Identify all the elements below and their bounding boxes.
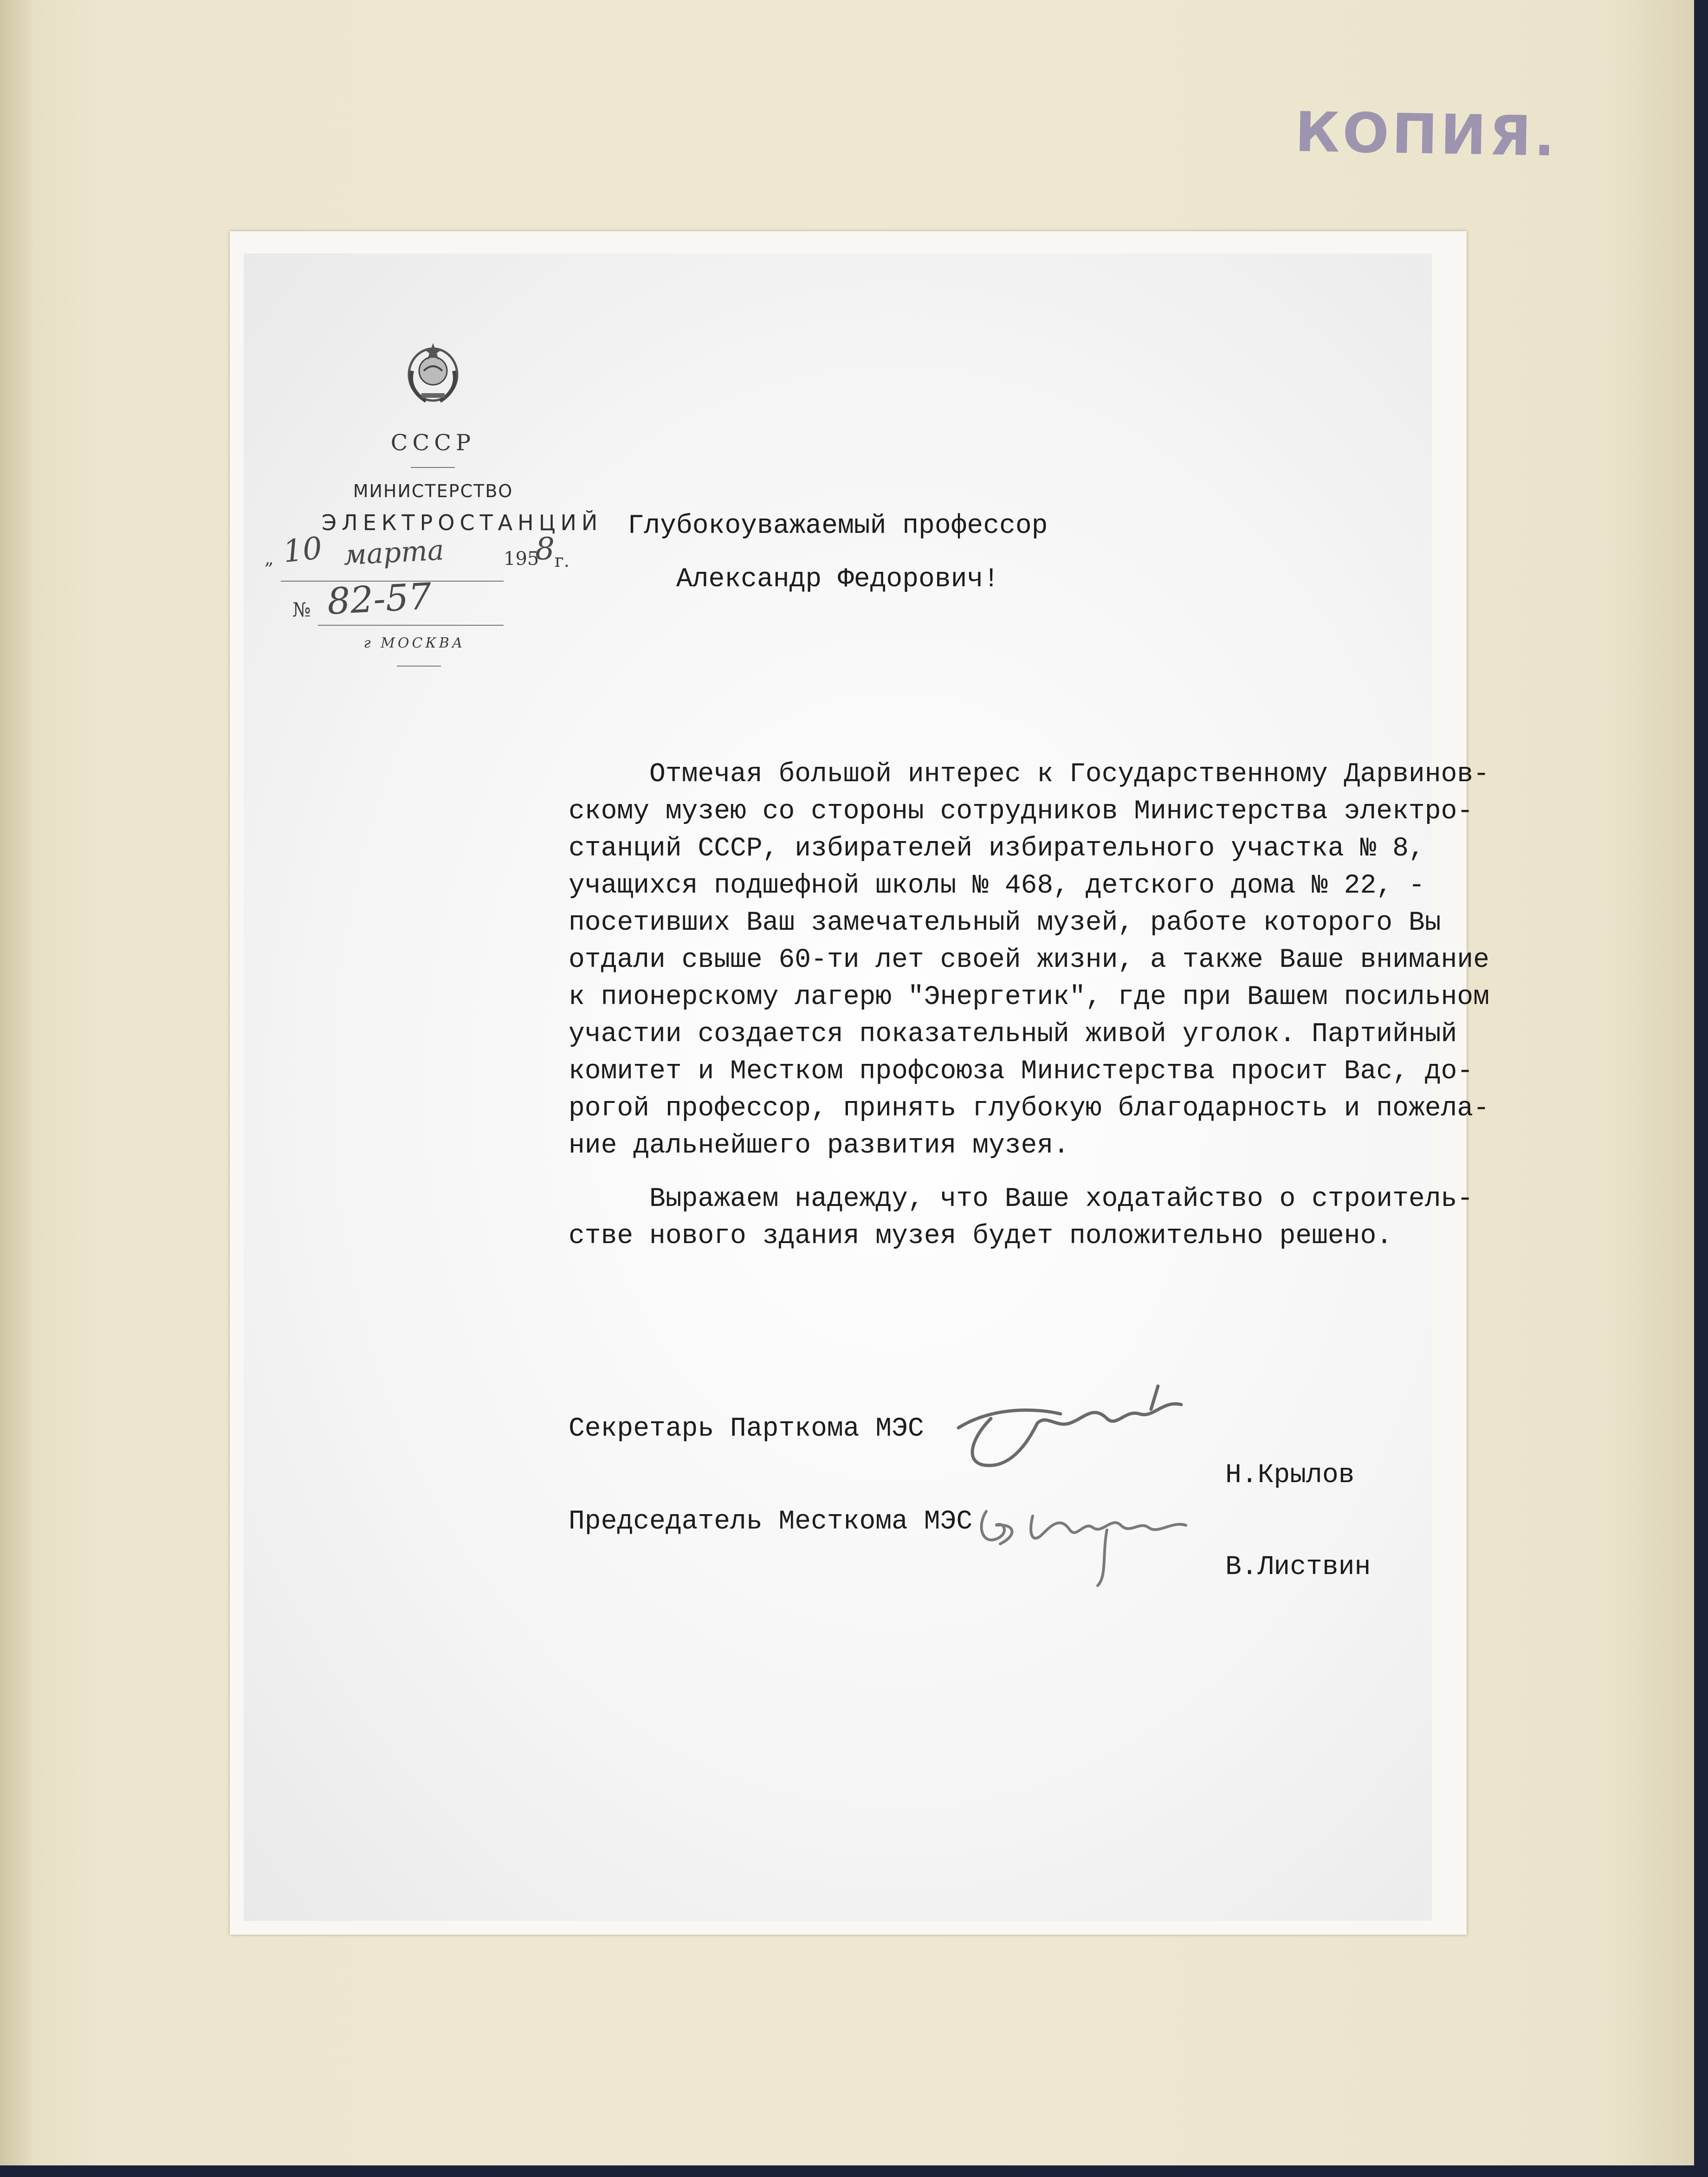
handwritten-date-day: 10 <box>281 530 324 570</box>
letterhead-date-prefix: „ <box>265 548 274 569</box>
letterhead-ministry: МИНИСТЕРСТВО <box>353 481 513 501</box>
folder-bottom-edge <box>0 2165 1708 2177</box>
salutation-line-1: Глубокоуважаемый профессор <box>628 511 1048 541</box>
signatory-name-krylov: Н.Крылов <box>1225 1460 1355 1490</box>
letterhead-country: СССР <box>390 430 476 456</box>
folder-right-edge <box>1694 0 1708 2177</box>
letterhead-year-prefix: 195 <box>504 548 539 570</box>
letterhead-ministry-name: ЭЛЕКТРОСТАНЦИЙ <box>322 510 603 535</box>
handwritten-year-digit: 8 <box>535 531 555 567</box>
letterhead-divider <box>411 467 455 468</box>
letterhead-number-sign: № <box>292 598 311 621</box>
signature-listvin-icon <box>968 1484 1228 1590</box>
body-line: посетивших Ваш замечательный музей, работе которого Вы <box>569 908 1441 938</box>
body-line: стве нового здания музея будет положительно решено. <box>569 1221 1393 1251</box>
signatory-role-chairman: Председатель Месткома МЭС <box>569 1507 973 1537</box>
handwritten-document-number: 82-57 <box>326 576 433 623</box>
number-underline <box>318 625 504 626</box>
body-line: учащихся подшефной школы № 468, детского дома № 22, - <box>569 871 1425 901</box>
body-line: отдали свыше 60-ти лет своей жизни, а также Ваше внимание <box>569 945 1489 975</box>
body-line: скому музею со стороны сотрудников Министерства электро- <box>569 797 1474 827</box>
body-line: Выражаем надежду, что Ваше ходатайство о строитель- <box>569 1184 1474 1214</box>
body-line: станций СССР, избирателей избирательного участка № 8, <box>569 834 1425 864</box>
body-line: ние дальнейшего развития музея. <box>569 1131 1069 1161</box>
letterhead-city: г МОСКВА <box>363 635 466 651</box>
signatory-name-listvin: В.Листвин <box>1225 1552 1371 1582</box>
body-line: Отмечая большой интерес к Государственному Дарвинов- <box>569 759 1489 790</box>
signature-krylov-icon <box>940 1377 1218 1479</box>
body-line: комитет и Местком профсоюза Министерства просит Вас, до- <box>569 1056 1474 1087</box>
handwritten-date-month: марта <box>343 534 445 572</box>
city-underline <box>397 666 441 667</box>
photo-print-frame <box>230 231 1489 1935</box>
ussr-coat-of-arms-icon <box>398 338 468 408</box>
letterhead-year-suffix: г. <box>555 551 569 571</box>
folder-left-edge <box>0 0 32 2177</box>
signatory-role-secretary: Секретарь Парткома МЭС <box>569 1414 924 1444</box>
copy-stamp: КОПИЯ. <box>1294 100 1559 168</box>
body-line: к пионерскому лагерю "Энергетик", где при Вашем посильном <box>569 982 1489 1012</box>
letter-page <box>244 253 1489 1921</box>
body-line: рогой профессор, принять глубокую благодарность и пожела- <box>569 1094 1489 1124</box>
body-line: участии создается показательный живой уголок. Партийный <box>569 1019 1457 1050</box>
salutation-line-2: Александр Федорович! <box>676 564 1000 595</box>
